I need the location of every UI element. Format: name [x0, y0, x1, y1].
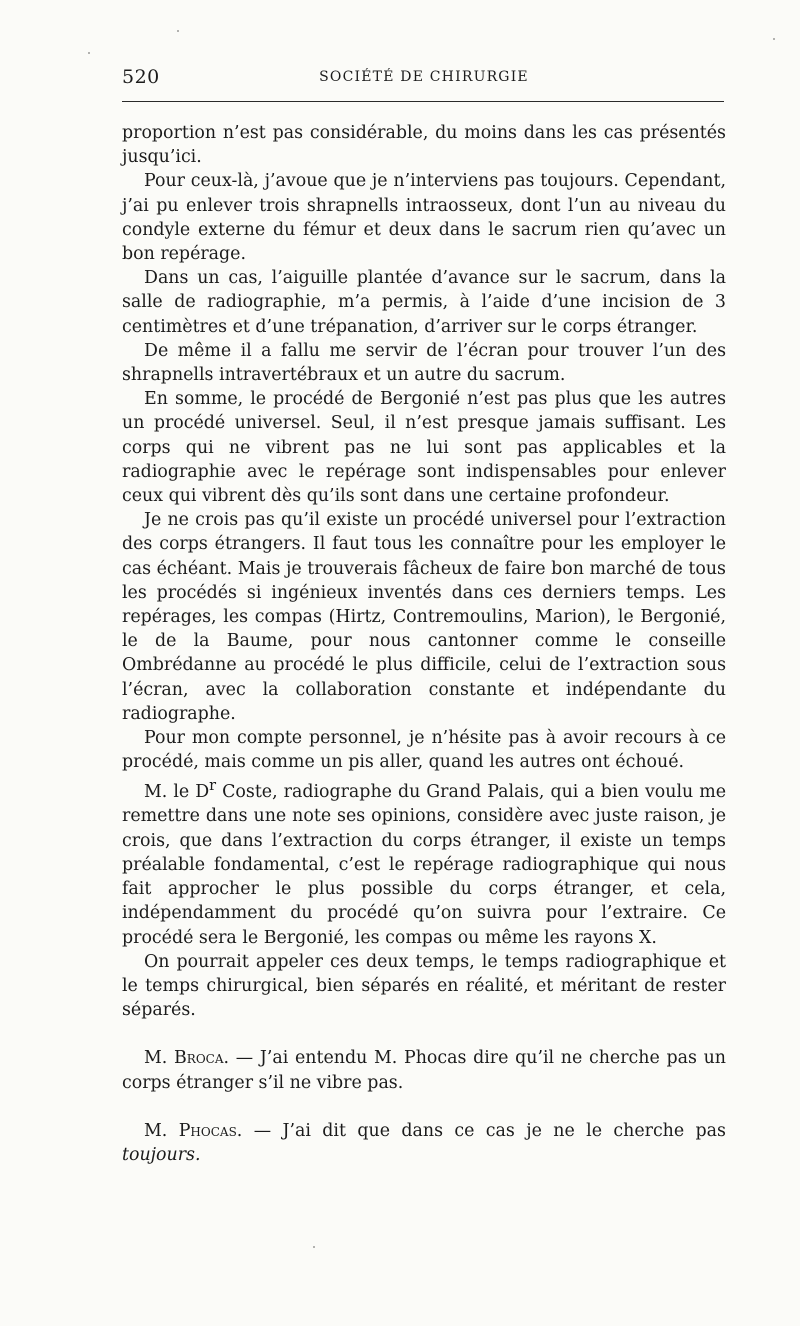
paragraph: De même il a fallu me servir de l’écran pour trouver l’un des shrapnells intravertébraux et un autre du sacrum.: [122, 340, 726, 386]
discussion-remark-broca: [122, 1046, 726, 1094]
speaker-prefix: M.: [144, 1048, 175, 1069]
paragraph: [122, 774, 726, 949]
paragraph: Pour mon compte personnel, je n’hésite pas à avoir recours à ce procédé, mais comme un pis aller, quand les autres ont échoué.: [122, 728, 726, 773]
remark-text: . — J’ai entendu M. Phocas dire qu’il ne cherche pas un corps étranger s’il ne vibre pas.: [122, 1048, 726, 1093]
paragraph-continued: proportion n’est pas considérable, du moins dans les cas présentés jusqu’ici.: [122, 123, 726, 168]
speaker-name: Phocas: [178, 1120, 237, 1141]
superscript: r: [209, 778, 217, 795]
journal-title: SOCIÉTÉ DE CHIRURGIE: [319, 69, 529, 85]
paragraph: En somme, le procédé de Bergonié n’est pas plus que les autres un procédé universel. Seul, il n’est presque jamais suffisant. Les corps qui ne vibrent pas ne lui sont pas applicables et la radiographie avec le repérage sont indispensables pour enlever ceux qui vibrent dès qu’ils sont dans une certaine profondeur.: [122, 389, 726, 507]
page-number: 520: [122, 66, 160, 88]
paragraph: Je ne crois pas qu’il existe un procédé universel pour l’extraction des corps étrangers. Il faut tous les connaître pour les employer le cas échéant. Mais je trouverais fâcheux de faire bon marché de tous les procédés si ingénieux inventés dans ces derniers temps. Les repérages, les compas (Hirtz, Contremoulins, Marion), le Bergonié, le de la Baume, pour nous cantonner comme le conseille Ombrédanne au procédé le plus difficile, celui de l’extraction sous l’écran, avec la collaboration constante et indépendante du radiographe.: [122, 510, 726, 724]
speaker-name: Broca: [174, 1048, 224, 1069]
discussion-remark-phocas: [122, 1119, 726, 1167]
paper-speck: [773, 38, 775, 40]
paper-speck: [313, 1246, 315, 1248]
paper-speck: [88, 52, 90, 54]
paper-speck: [177, 30, 179, 32]
remark-text: . — J’ai dit que dans ce cas je ne le cherche pas: [236, 1120, 726, 1141]
emphasized-word: toujours.: [122, 1144, 201, 1165]
paragraph: Pour ceux-là, j’avoue que je n’interviens pas toujours. Cependant, j’ai pu enlever trois shrapnells intraosseux, dont l’un au niveau du condyle externe du fémur et deux dans le sacrum rien qu’avec un bon repérage.: [122, 171, 726, 265]
paragraph: On pourrait appeler ces deux temps, le temps radiographique et le temps chirurgical, bien séparés en réalité, et méritant de rester séparés.: [122, 951, 726, 1021]
text-run: Coste, radiographe du Grand Palais, qui a bien voulu me remettre dans une note ses opinions, considère avec juste raison, je crois, que dans l’extraction du corps étranger, il existe un temps préalable fondamental, c’est le repérage radiographique qui nous fait approcher le plus possible du corps étranger, et cela, indépendamment du procédé qu’on suivra pour l’extraire. Ce procédé sera le Bergonié, les compas ou même les rayons X.: [122, 782, 726, 948]
paragraph: Dans un cas, l’aiguille plantée d’avance sur le sacrum, dans la salle de radiographie, m’a permis, à l’aide d’une incision de 3 centimètres et d’une trépanation, d’arriver sur le corps étranger.: [122, 268, 726, 337]
text-run: M. le D: [144, 782, 210, 803]
speaker-prefix: M.: [144, 1120, 179, 1141]
body-text: [122, 121, 726, 1167]
header-rule: [122, 101, 724, 102]
running-head: [122, 66, 726, 90]
